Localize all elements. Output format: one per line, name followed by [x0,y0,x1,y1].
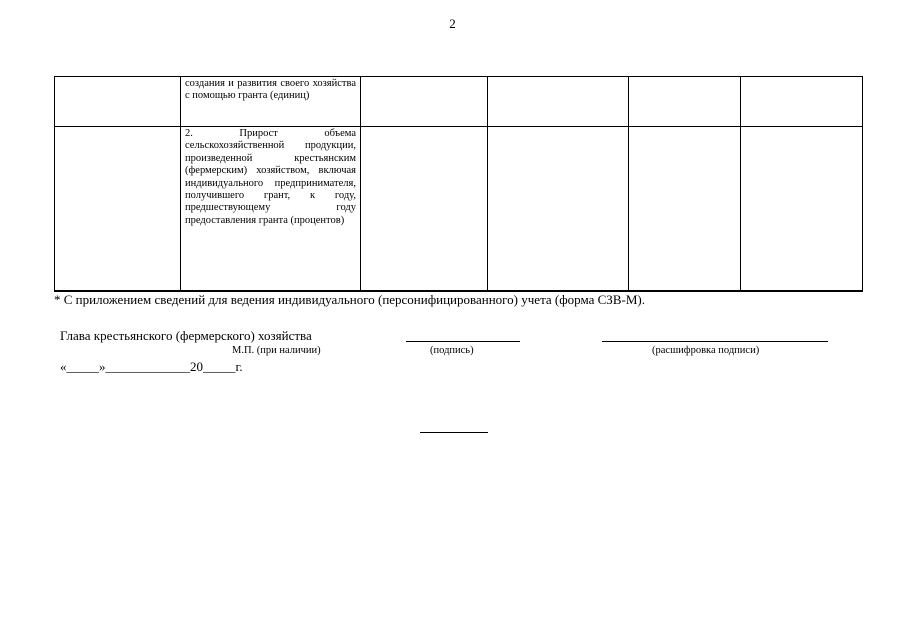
table-cell-value [488,77,629,127]
table-cell-value [361,77,488,127]
report-table [54,76,863,292]
table-row [55,127,863,292]
table-cell-indicator [181,127,361,292]
signature-line [406,341,520,342]
table-cell-indicator [181,77,361,127]
table-cell-number [55,77,181,127]
stamp-caption: М.П. (при наличии) [232,345,321,356]
end-separator-line [420,432,488,433]
table-cell-value [629,77,741,127]
indicator-text: создания и развития своего хозяйства с помощью гранта (единиц) [185,78,356,102]
transcript-caption: (расшифровка подписи) [652,345,760,356]
table-cell-value [488,127,629,292]
signature-caption: (подпись) [430,345,474,356]
date-field: «_____»_____________20_____г. [60,359,243,374]
table-row [55,77,863,127]
indicator-text: 2. Прирост объема сельскохозяйственной продукции, произведенной крестьянским (фермерским) хозяйством, включая индивидуального предпринимателя, получившего грант, к году, предшествующему году предоставления гранта (процентов) [185,128,356,226]
signature-label: Глава крестьянского (фермерского) хозяйства [60,328,312,343]
table-cell-value [741,77,863,127]
table-cell-value [741,127,863,292]
transcript-line [602,341,828,342]
page-number: 2 [449,16,456,31]
footnote: * С приложением сведений для ведения индивидуального (персонифицированного) учета (форма СЗВ-М). [54,292,645,307]
table-cell-value [361,127,488,292]
table-cell-value [629,127,741,292]
table-cell-number [55,127,181,292]
